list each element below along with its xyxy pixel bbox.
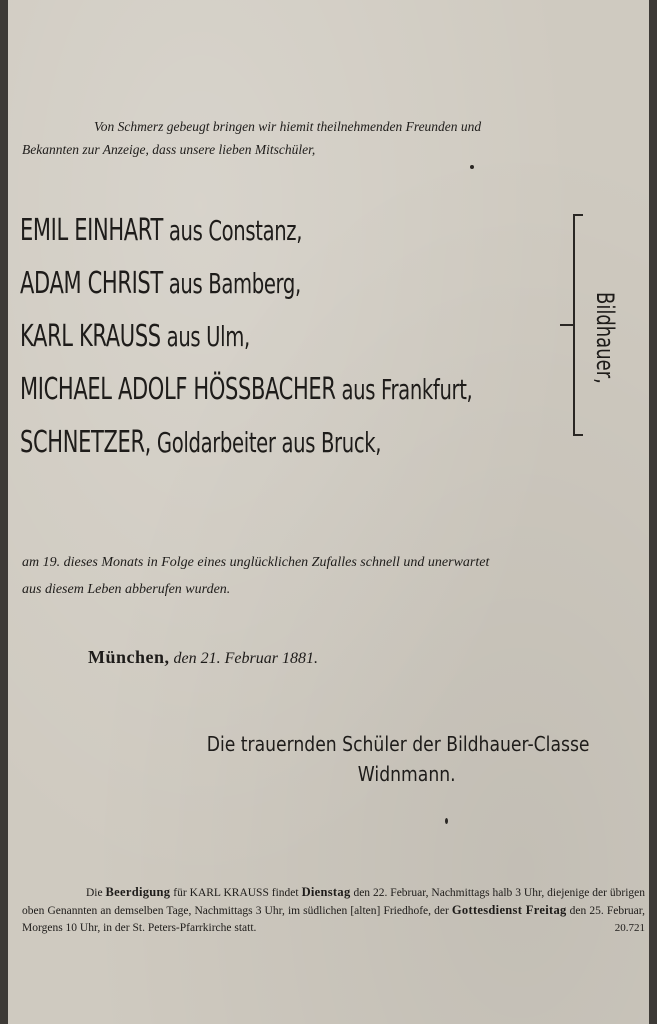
- funeral-keyword-service: Gottesdienst Freitag: [451, 903, 567, 917]
- funeral-text: Die: [86, 887, 106, 899]
- funeral-keyword-tuesday: Dienstag: [301, 885, 351, 899]
- intro-line-1: Von Schmerz gebeugt bringen wir hiemit theilnehmenden Freunden und: [94, 119, 482, 134]
- funeral-keyword-burial: Beerdigung: [105, 885, 171, 899]
- deceased-name: ADAM CHRIST: [20, 266, 163, 301]
- deceased-names-list: [20, 204, 594, 469]
- deceased-entry: [20, 204, 594, 257]
- signatories: [153, 729, 643, 789]
- deceased-name: EMIL EINHART: [20, 213, 163, 248]
- ink-speck: [470, 165, 474, 169]
- deceased-entry: [20, 363, 594, 416]
- reference-number: 20.721: [614, 922, 645, 934]
- notice-date: den 21. Februar 1881.: [169, 650, 318, 667]
- deceased-name: SCHNETZER,: [20, 425, 152, 460]
- profession-text: Bildhauer,: [591, 292, 619, 384]
- deceased-origin: aus Bamberg,: [162, 267, 301, 300]
- signatories-line-2: Widnmann.: [357, 762, 456, 786]
- place-and-date: [88, 647, 318, 668]
- funeral-notice: [22, 884, 645, 937]
- funeral-text: für KARL KRAUSS findet: [170, 887, 302, 899]
- city-name: München,: [88, 647, 170, 667]
- death-notice-paragraph: [22, 549, 647, 603]
- deceased-origin: aus Frankfurt,: [335, 373, 473, 406]
- newspaper-page: [8, 0, 649, 1024]
- deceased-entry: [20, 310, 594, 363]
- death-notice-line-2: aus diesem Leben abberufen wurden.: [22, 582, 231, 597]
- signatories-line-1: Die trauernden Schüler der Bildhauer-Classe: [206, 732, 590, 756]
- deceased-name: KARL KRAUSS: [20, 319, 161, 354]
- death-notice-line-1: am 19. dieses Monats in Folge eines unglücklichen Zufalles schnell und unerwartet: [22, 555, 490, 570]
- deceased-entry: [20, 257, 594, 310]
- ink-speck: [445, 818, 448, 824]
- funeral-text: den 25. Februar, Morgens 10 Uhr, in der St. Peters-Pfarrkirche statt.: [22, 905, 645, 934]
- funeral-text: den 22. Februar, Nachmittags halb 3 Uhr, diejenige der übrigen oben Genannten an demselben Tage, Nachmittags 3 Uhr, im südlichen [alten] Friedhofe, der: [22, 887, 645, 917]
- deceased-origin: aus Constanz,: [162, 214, 303, 247]
- intro-paragraph: [22, 115, 640, 161]
- deceased-name: MICHAEL ADOLF HÖSSBACHER: [20, 372, 336, 407]
- grouping-brace-tip: [560, 324, 574, 326]
- intro-line-2: Bekannten zur Anzeige, dass unsere lieben Mitschüler,: [22, 142, 316, 157]
- deceased-origin: aus Ulm,: [160, 320, 250, 353]
- profession-label: [591, 292, 619, 414]
- funeral-notice-indent: [22, 887, 86, 899]
- deceased-origin: Goldarbeiter aus Bruck,: [151, 426, 382, 459]
- grouping-brace: [573, 214, 587, 436]
- deceased-entry: [20, 416, 594, 469]
